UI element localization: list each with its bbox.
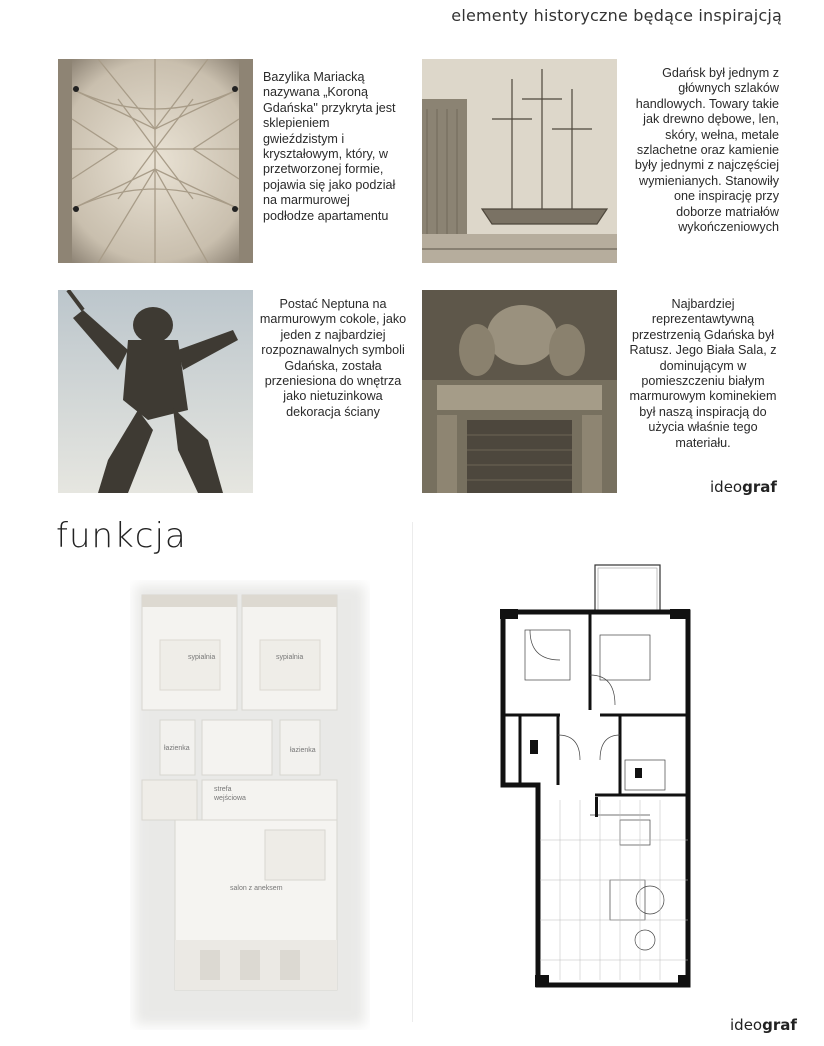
ideograf-logo-top: ideograf [710,478,777,496]
label-entry-line2: wejściowa [214,795,246,802]
section-title: funkcja [56,516,187,556]
label-living-room: salon z aneksem [230,885,283,892]
caption-trade-routes: Gdańsk był jednym z głównych szlaków handlowych. Towary takie jak drewno dębowe, len, skóry, wełna, metale szlachetne oraz kamienie były jednymi z najczęściej wymienianych. Stanowiły one inspirację przy doborze matriałów wykończeniowych [634,66,779,235]
white-hall-fireplace-photo [422,290,617,493]
caption-basilica: Bazylika Mariacką nazywana „Koroną Gdańska" przykryta jest sklepieniem gwieździstym i kryształowym, który, w przetworzonej formie, pojawia się jako podział na marmurowej podłodze apartamentu [263,70,396,223]
harbour-engraving-photo [422,59,617,263]
ideograf-logo-bottom: ideograf [730,1016,797,1034]
label-bedroom-right: sypialnia [276,654,304,661]
technical-floor-plan [500,560,700,990]
label-bathroom-right: łazienka [290,747,316,754]
neptune-statue-photo [58,290,253,493]
label-bathroom-left: łazienka [164,745,190,752]
rendered-floor-plan [130,580,370,1030]
label-entry-line1: strefa [214,786,232,793]
section-divider [412,522,413,1022]
caption-neptune: Postać Neptuna na marmurowym cokole, jako jeden z najbardziej rozpoznawalnych symboli Gdańska, została przeniesiona do wnętrza jako nietuzinkowa dekoracja ściany [259,297,407,419]
ceiling-vault-photo [58,59,253,263]
label-bedroom-left: sypialnia [188,654,216,661]
page-header: elementy historyczne będące inspirajcją [451,6,782,25]
caption-town-hall: Najbardziej reprezentawtywną przestrzenią Gdańska był Ratusz. Jego Biała Sala, z dominującym w pomieszczeniu białym marmurowym kominekiem był naszą inspiracją do użycia właśnie tego materiału. [629,297,777,450]
